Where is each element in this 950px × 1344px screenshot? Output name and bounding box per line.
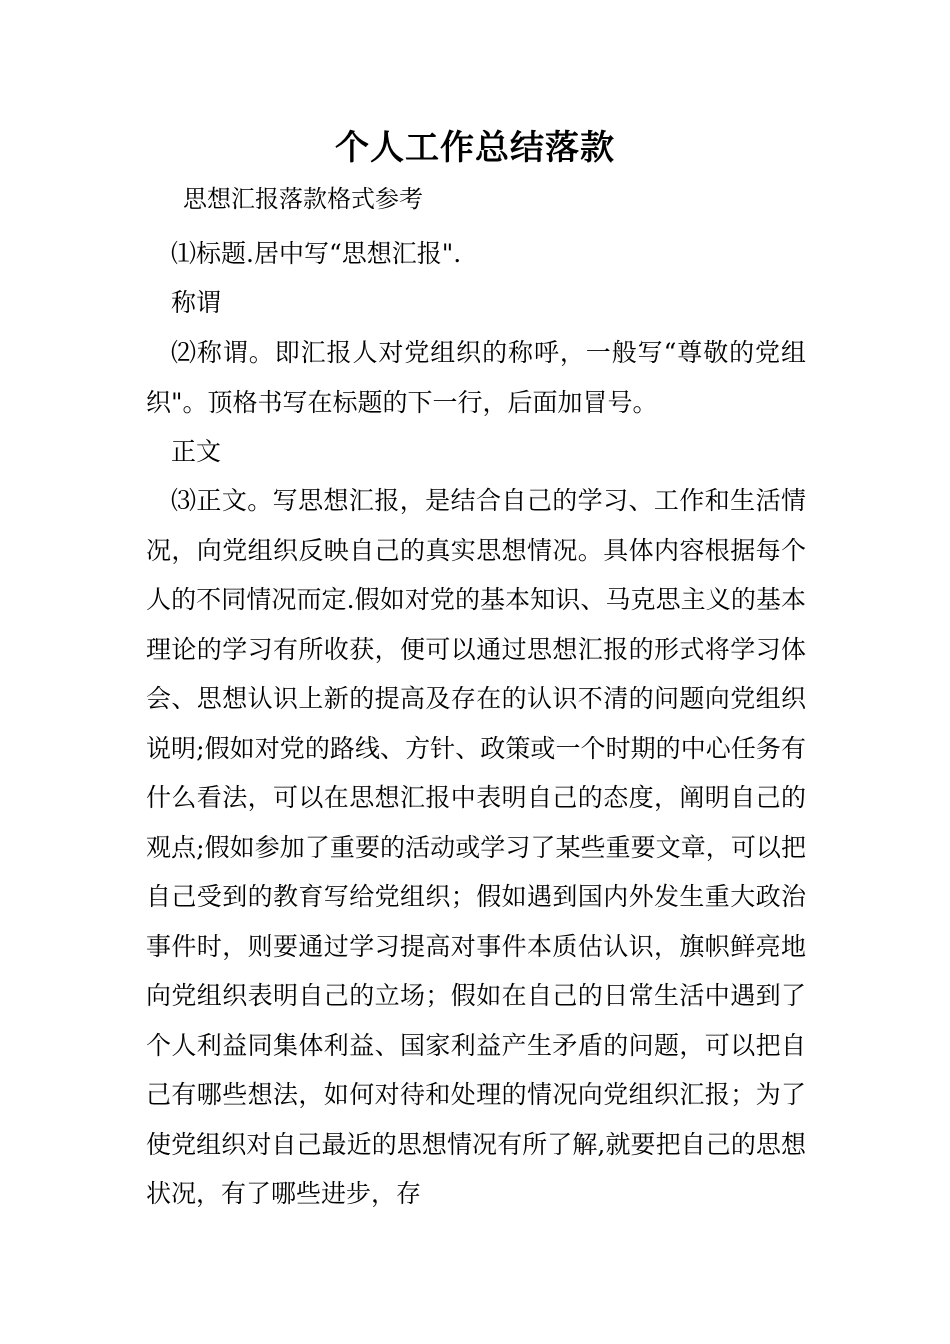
paragraph-body-rule: ⑶正文。写思想汇报，是结合自己的学习、工作和生活情况，向党组织反映自己的真实思想情况。具体内容根据每个人的不同情况而定.假如对党的基本知识、马克思主义的基本理论的学习有所收获，便可以通过思想汇报的形式将学习体会、思想认识上新的提高及存在的认识不清的问题向党组织说明;假如对党的路线、方针、政策或一个时期的中心任务有什么看法，可以在思想汇报中表明自己的态度，阐明自己的观点;假如参加了重要的活动或学习了某些重要文章，可以把自己受到的教育写给党组织；假如遇到国内外发生重大政治事件时，则要通过学习提高对事件本质估认识，旗帜鲜亮地向党组织表明自己的立场；假如在自己的日常生活中遇到了个人利益同集体利益、国家利益产生矛盾的问题，可以把自己有哪些想法，如何对待和处理的情况向党组织汇报；为了使党组织对自己最近的思想情况有所了解,就要把自己的思想状况，有了哪些进步，存 xyxy=(146,486,806,1208)
document-title: 个人工作总结落款 xyxy=(335,128,615,168)
paragraph-salutation-label: 称谓 xyxy=(171,288,222,317)
paragraph-heading-rule: ⑴标题.居中写“思想汇报". xyxy=(171,239,462,268)
document-subtitle: 思想汇报落款格式参考 xyxy=(183,185,423,213)
paragraph-salutation-rule: ⑵称谓。即汇报人对党组织的称呼，一般写“尊敬的党组织"。顶格书写在标题的下一行，后面加冒号。 xyxy=(146,338,806,417)
paragraph-body-label: 正文 xyxy=(171,437,222,466)
